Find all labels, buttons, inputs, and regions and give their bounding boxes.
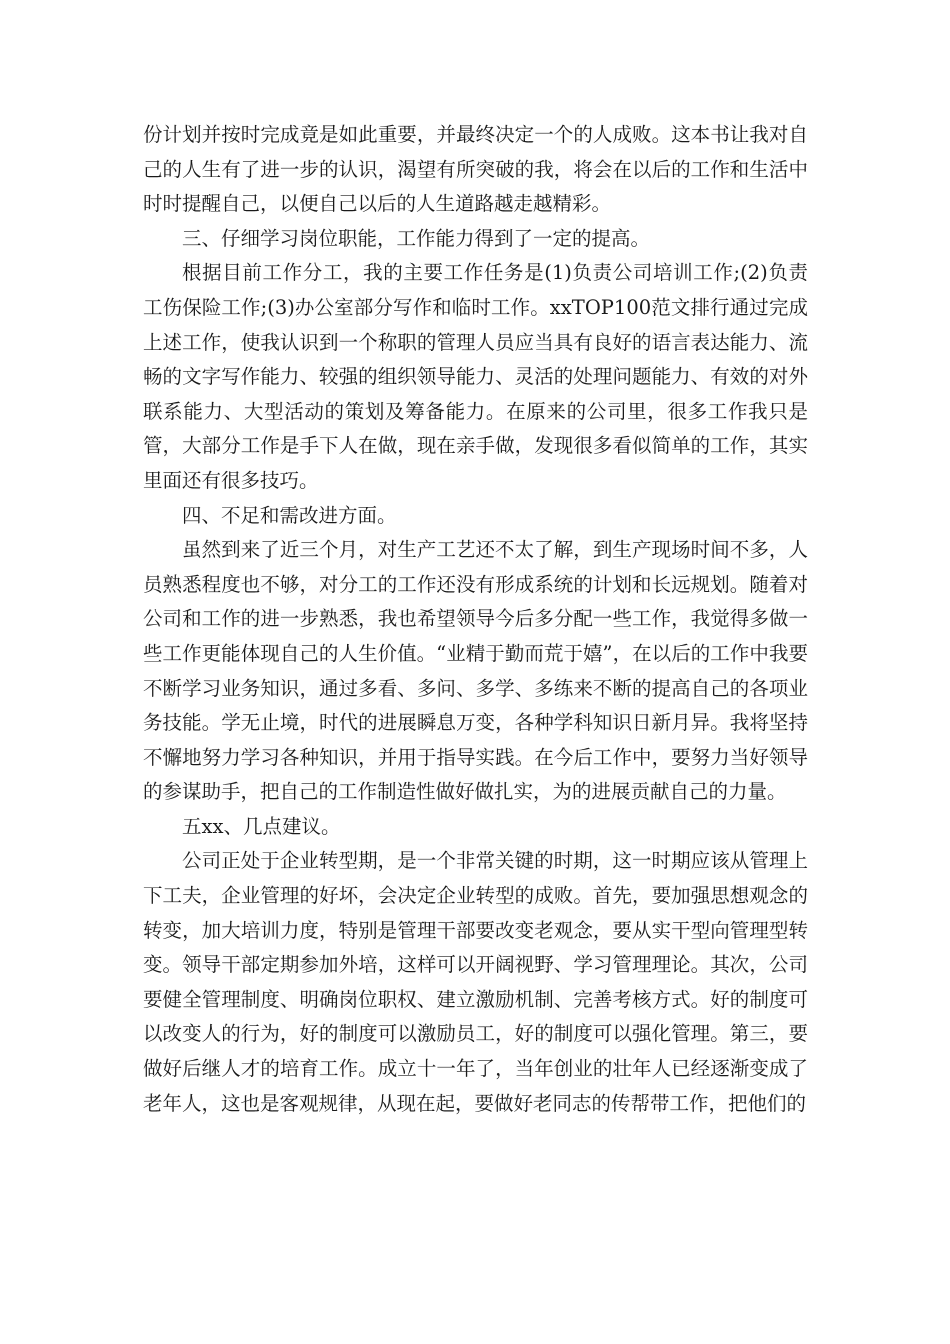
paragraph-section-4: 虽然到来了近三个月，对生产工艺还不太了解，到生产现场时间不多，人员熟悉程度也不够，对分工的工作还没有形成系统的计划和长远规划。随着对公司和工作的进一步熟悉，我也希望领导今后多分配一些工作，我觉得多做一些工作更能体现自己的人生价值。“业精于勤而荒于嬉”，在以后的工作中我要不断学习业务知识，通过多看、多问、多学、多练来不断的提高自己的各项业务技能。学无止境，时代的进展瞬息万变，各种学科知识日新月异。我将坚持不懈地努力学习各种知识，并用于指导实践。在今后工作中，要努力当好领导的参谋助手，把自己的工作制造性做好做扎实，为的进展贡献自己的力量。: [143, 538, 808, 804]
paragraph-continuation: 份计划并按时完成竟是如此重要，并最终决定一个的人成败。这本书让我对自己的人生有了进一步的认识，渴望有所突破的我，将会在以后的工作和生活中时时提醒自己，以便自己以后的人生道路越走越精彩。: [143, 123, 808, 216]
paragraph-section-5: 公司正处于企业转型期，是一个非常关键的时期，这一时期应该从管理上下工夫，企业管理的好坏，会决定企业转型的成败。首先，要加强思想观念的转变，加大培训力度，特别是管理干部要改变老观念，要从实干型向管理型转变。领导干部定期参加外培，这样可以开阔视野、学习管理理论。其次，公司要健全管理制度、明确岗位职权、建立激励机制、完善考核方式。好的制度可以改变人的行为，好的制度可以激励员工，好的制度可以强化管理。第三，要做好后继人才的培育工作。成立十一年了，当年创业的壮年人已经逐渐变成了老年人，这也是客观规律，从现在起，要做好老同志的传帮带工作，把他们的: [143, 849, 808, 1115]
section-heading-4: 四、不足和需改进方面。: [182, 503, 397, 527]
section-heading-5: 五xx、几点建议。: [182, 814, 341, 838]
section-heading-3: 三、仔细学习岗位职能，工作能力得到了一定的提高。: [182, 226, 651, 250]
paragraph-section-3: 根据目前工作分工，我的主要工作任务是(1)负责公司培训工作;(2)负责工伤保险工作;(3)办公室部分写作和临时工作。xxTOP100范文排行通过完成上述工作，使我认识到一个称职的管理人员应当具有良好的语言表达能力、流畅的文字写作能力、较强的组织领导能力、灵活的处理问题能力、有效的对外联系能力、大型活动的策划及筹备能力。在原来的公司里，很多工作我只是管，大部分工作是手下人在做，现在亲手做，发现很多看似简单的工作，其实里面还有很多技巧。: [143, 261, 808, 492]
document-body: [143, 118, 808, 1121]
